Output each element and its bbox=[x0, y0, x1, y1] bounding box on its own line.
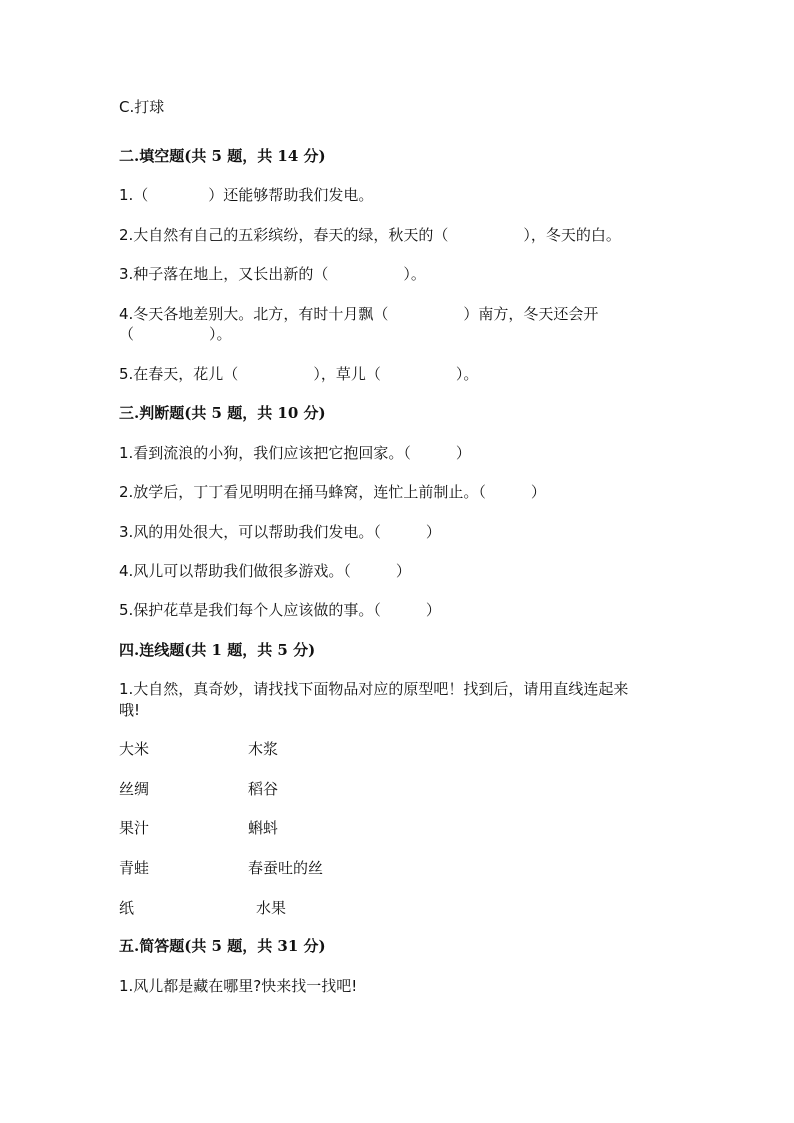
short-answer-q1: 1.风儿都是藏在哪里?快来找一找吧! bbox=[119, 977, 358, 995]
match-left-item: 大米 bbox=[119, 740, 150, 758]
match-right-item: 稻谷 bbox=[248, 780, 279, 798]
fill-q1: 1.（ ）还能够帮助我们发电。 bbox=[119, 186, 374, 204]
section3-heading: 三.判断题(共 5 题，共 10 分) bbox=[119, 404, 326, 422]
match-left-item: 纸 bbox=[119, 899, 135, 917]
fill-q2: 2.大自然有自己的五彩缤纷，春天的绿，秋天的（ ），冬天的白。 bbox=[119, 226, 621, 244]
match-right-item: 水果 bbox=[256, 899, 287, 917]
match-right-item: 蝌蚪 bbox=[248, 819, 279, 837]
match-question-line2: 哦! bbox=[119, 701, 141, 719]
section5-heading: 五.简答题(共 5 题，共 31 分) bbox=[119, 937, 326, 955]
judge-q3: 3.风的用处很大，可以帮助我们发电。（ ） bbox=[119, 523, 441, 541]
fill-q3: 3.种子落在地上，又长出新的（ ）。 bbox=[119, 265, 426, 283]
match-left-item: 青蛙 bbox=[119, 859, 150, 877]
fill-q4-line1: 4.冬天各地差别大。北方，有时十月飘（ ）南方，冬天还会开 bbox=[119, 305, 599, 323]
judge-q4: 4.风儿可以帮助我们做很多游戏。（ ） bbox=[119, 562, 411, 580]
match-left-item: 果汁 bbox=[119, 819, 150, 837]
prev-option-c: C.打球 bbox=[119, 98, 165, 116]
judge-q1: 1.看到流浪的小狗，我们应该把它抱回家。（ ） bbox=[119, 444, 471, 462]
judge-q5: 5.保护花草是我们每个人应该做的事。（ ） bbox=[119, 601, 441, 619]
judge-q2: 2.放学后，丁丁看见明明在捅马蜂窝，连忙上前制止。（ ） bbox=[119, 483, 546, 501]
match-left-item: 丝绸 bbox=[119, 780, 150, 798]
fill-q4-line2: （ ）。 bbox=[119, 325, 232, 343]
match-right-item: 木浆 bbox=[248, 740, 279, 758]
section4-heading: 四.连线题(共 1 题，共 5 分) bbox=[119, 641, 316, 659]
fill-q5: 5.在春天，花儿（ ），草儿（ ）。 bbox=[119, 365, 479, 383]
match-right-item: 春蚕吐的丝 bbox=[248, 859, 324, 877]
section2-heading: 二.填空题(共 5 题，共 14 分) bbox=[119, 147, 326, 165]
match-question-line1: 1.大自然，真奇妙，请找找下面物品对应的原型吧！找到后，请用直线连起来 bbox=[119, 680, 629, 698]
